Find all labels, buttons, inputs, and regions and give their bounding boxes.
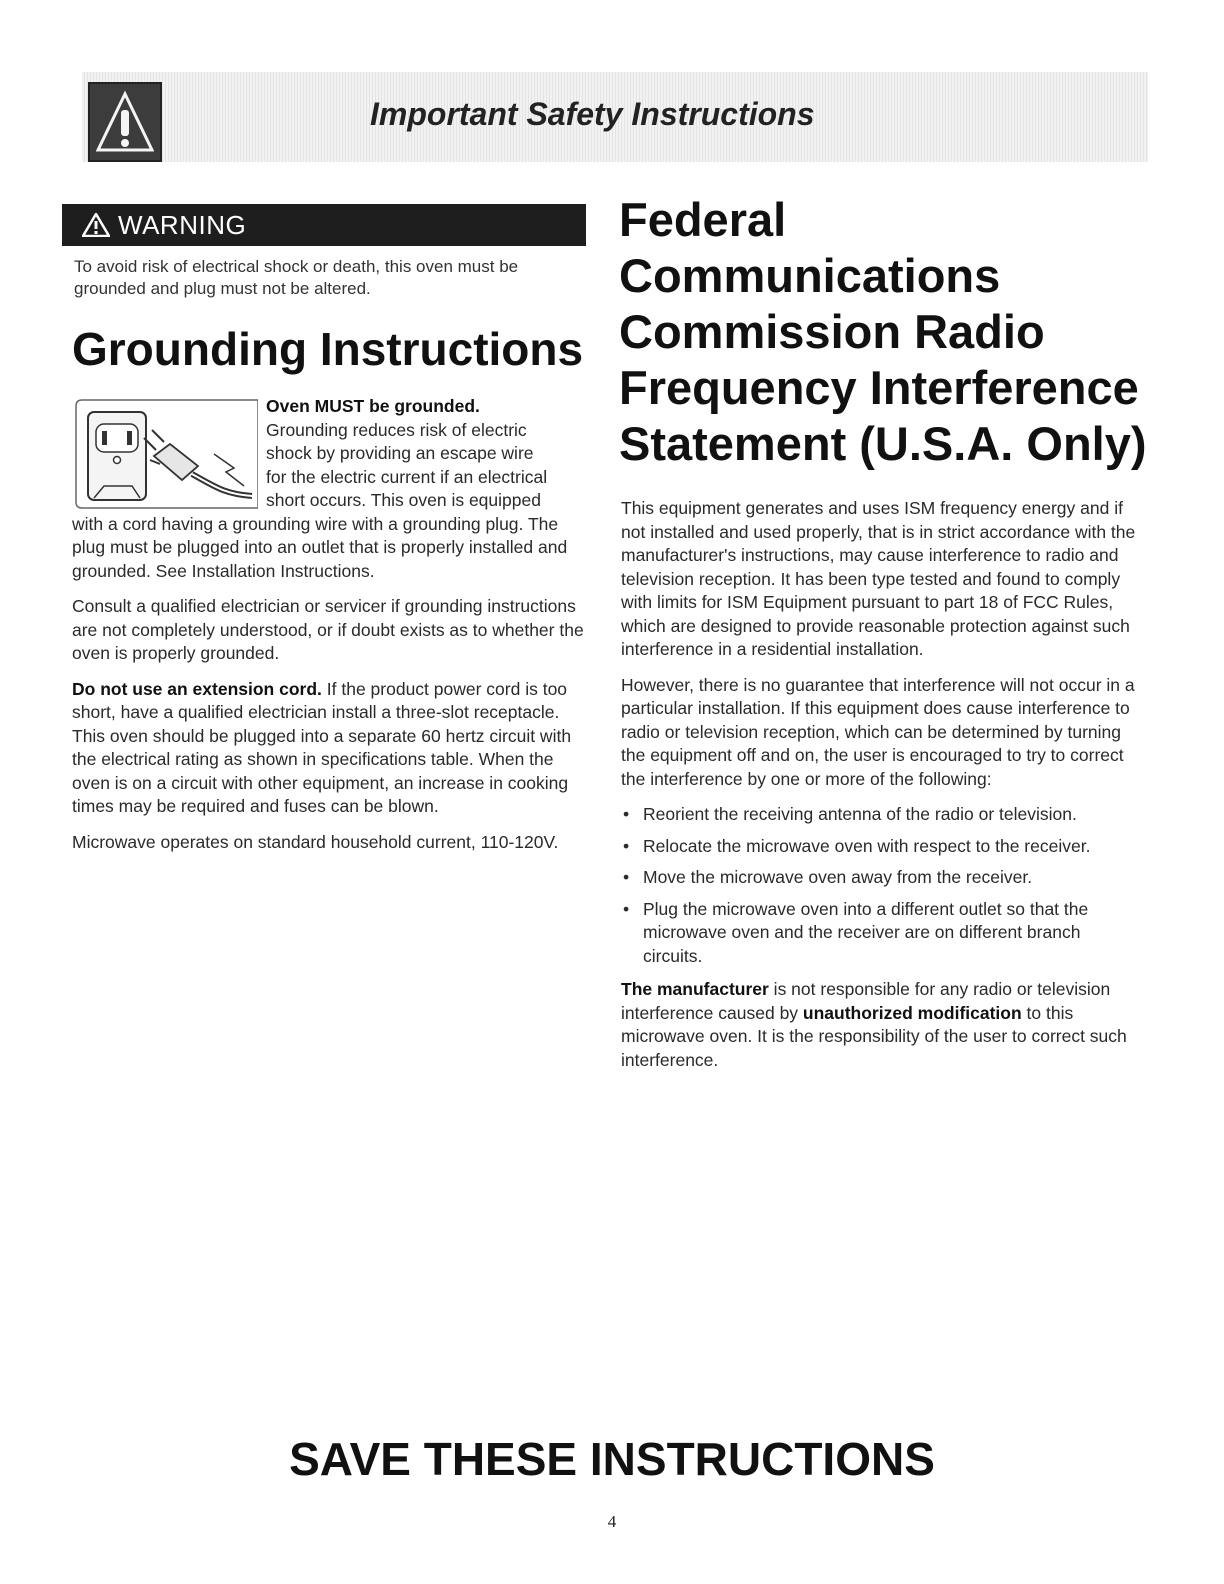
grounding-p1-rest: with a cord having a grounding wire with a grounding plug. The plug must be plugged into an outlet that is properly installed and grounded. See Installation Instructions.	[72, 513, 568, 581]
list-item: • Reorient the receiving antenna of the radio or television.	[623, 804, 1077, 824]
list-item: • Relocate the microwave oven with respect to the receiver.	[623, 835, 1091, 856]
list-item: • Move the microwave oven away from the receiver.	[623, 867, 1033, 887]
fcc-bullet-list	[621, 803, 1141, 968]
warning-text: To avoid risk of electrical shock or death, this oven must be grounded and plug must not be altered.	[74, 257, 519, 298]
warning-bar	[62, 204, 586, 246]
list-item: • Plug the microwave oven into a different outlet so that the microwave oven and the receiver are on different branch circuits.	[623, 898, 1089, 966]
grounding-p1-line-1: Grounding reduces risk of electric	[266, 419, 527, 440]
grounding-lead-bold: Oven MUST be grounded.	[266, 396, 480, 416]
fcc-paragraph-3: The manufacturer is not responsible for any radio or television interference caused by unauthorized modification to this microwave oven. It is the responsibility of the user to correct such interference.	[621, 979, 1127, 1070]
page-number: 4	[607, 1512, 617, 1531]
grounding-p1-line-4: short occurs. This oven is equipped	[266, 490, 541, 510]
grounding-paragraph-1	[72, 395, 592, 583]
fcc-paragraph-1: This equipment generates and uses ISM frequency energy and if not installed and used properly, that is in strict accordance with the manufacturer's instructions, may cause interference to radio and television reception. It has been type tested and found to comply with limits for ISM Equipment pursuant to part 18 of FCC Rules, which are designed to provide reasonable protection against such interference in a residential installation.	[621, 498, 1136, 659]
extension-cord-warning: Do not use an extension cord.	[72, 678, 322, 699]
warning-label: WARNING	[118, 210, 247, 240]
grounding-paragraph-3	[72, 678, 592, 819]
grounding-p1-line-3: for the electric current if an electrical	[266, 466, 548, 487]
grounding-paragraph-4: Microwave operates on standard household current, 110-120V.	[72, 831, 559, 852]
grounding-paragraph-2: Consult a qualified electrician or servicer if grounding instructions are not completely understood, or if doubt exists as to whether the oven is properly grounded.	[72, 596, 584, 663]
save-instructions-footer: SAVE THESE INSTRUCTIONS	[289, 1433, 935, 1485]
fcc-heading: Federal Communications Commission Radio Frequency Interference Statement (U.S.A. Only)	[619, 193, 1147, 470]
grounding-p3-text: If the product power cord is too short, have a qualified electrician install a three-slot receptacle. This oven should be plugged into a separate 60 hertz circuit with the electrical rating as shown in specifications table. When the oven is on a circuit with other equipment, an increase in cooking times may be required and fuses can be blown.	[72, 678, 572, 816]
grounding-heading: Grounding Instructions	[72, 323, 584, 375]
warning-exclamation-icon	[88, 82, 162, 162]
grounding-body	[72, 595, 592, 866]
warning-triangle-icon	[82, 213, 110, 242]
fcc-body	[621, 497, 1141, 1084]
header-title: Important Safety Instructions	[370, 96, 815, 132]
fcc-paragraph-2: However, there is no guarantee that interference will not occur in a particular installation. If this equipment does cause interference to radio or television reception, which can be determined by turning the equipment off and on, the user is encouraged to try to correct the interference by one or more of the following:	[621, 674, 1135, 789]
grounding-p1-line-2: shock by providing an escape wire	[266, 443, 534, 463]
